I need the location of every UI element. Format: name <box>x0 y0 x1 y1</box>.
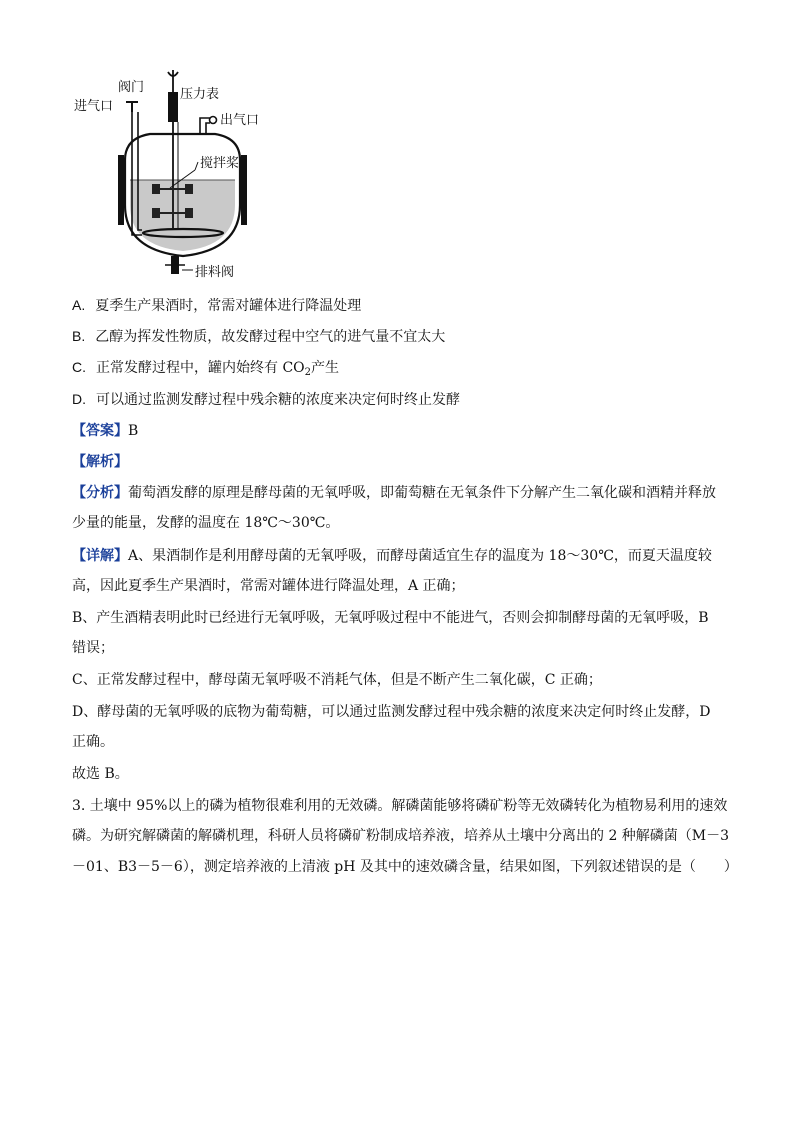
detail-b-line-2 <box>72 638 732 658</box>
valve-label: 阀门 <box>118 80 145 95</box>
detail-text: 高，因此夏季生产果酒时，常需对罐体进行降温处理，A 正确； <box>72 578 465 594</box>
option-letter: B. <box>72 328 86 344</box>
option-text: 夏季生产果酒时，常需对罐体进行降温处理 <box>95 298 362 314</box>
outlet-pipe <box>200 118 210 134</box>
question3-text: －01、B3－5－6），测定培养液的上清液 pH 及其中的速效磷含量，结果如图，下列叙述错误的是（ ） <box>72 859 738 875</box>
option-letter: C. <box>72 359 86 375</box>
liquid-fill <box>130 180 235 251</box>
fermenter-diagram <box>70 60 290 285</box>
detail-text: D、酵母菌的无氧呼吸的底物为葡萄糖，可以通过监测发酵过程中残余糖的浓度来决定何时终止发酵，D <box>72 704 711 720</box>
question3-text: 3. 土壤中 95%以上的磷为植物很难利用的无效磷。解磷菌能够将磷矿粉等无效磷转化为植物易利用的速效 <box>72 798 728 814</box>
detail-d-line-2 <box>72 732 732 752</box>
question3-line-3 <box>72 857 738 877</box>
detail-text: B、产生酒精表明此时已经进行无氧呼吸，无氧呼吸过程中不能进气，否则会抑制酵母菌的无氧呼吸，B <box>72 610 709 626</box>
option-text: 可以通过监测发酵过程中残余糖的浓度来决定何时终止发酵 <box>96 392 460 408</box>
detail-bracket: 【详解】 <box>72 548 128 564</box>
impeller-block <box>185 184 193 194</box>
drain-label: 排料阀 <box>195 265 235 280</box>
option-text: 正常发酵过程中，罐内始终有 CO <box>96 360 305 376</box>
outlet-valve <box>210 117 217 124</box>
analysis-bracket: 【分析】 <box>72 485 128 501</box>
detail-c-line <box>72 670 732 690</box>
option-text: 乙醇为挥发性物质，故发酵过程中空气的进气量不宜太大 <box>95 329 446 345</box>
question3-text: 磷。为研究解磷菌的解磷机理，科研人员将磷矿粉制成培养液，培养从土壤中分离出的 2 种解磷菌（M－3 <box>72 828 730 844</box>
detail-text: C、正常发酵过程中，酵母菌无氧呼吸不消耗气体，但是不断产生二氧化碳，C 正确； <box>72 672 602 688</box>
option-c <box>72 357 732 383</box>
subscript: 2 <box>304 367 312 378</box>
detail-a-line-1 <box>72 546 732 566</box>
question3-line-1 <box>72 796 732 816</box>
jacket-right <box>241 155 247 225</box>
option-d <box>72 389 732 410</box>
stirrer-leader <box>195 162 198 170</box>
analysis-line-2 <box>72 513 732 533</box>
analysis-line-1 <box>72 483 732 503</box>
impeller-block <box>152 184 160 194</box>
detail-a-line-2 <box>72 576 732 596</box>
detail-b-line-1 <box>72 608 732 628</box>
conclusion-text: 故选 B。 <box>72 766 129 782</box>
option-b <box>72 326 732 347</box>
pressure-gauge-body <box>168 92 178 122</box>
pressure-gauge-label: 压力表 <box>180 87 220 102</box>
option-letter: A. <box>72 297 86 313</box>
analysis-text: 葡萄酒发酵的原理是酵母菌的无氧呼吸，即葡萄糖在无氧条件下分解产生二氧化碳和酒精并释放 <box>128 485 716 501</box>
answer-line <box>72 421 732 441</box>
option-a <box>72 295 732 316</box>
impeller-block <box>152 208 160 218</box>
fermenter-svg <box>70 60 290 285</box>
stirrer-label: 搅拌桨 <box>200 156 240 171</box>
option-letter: D. <box>72 391 86 407</box>
answer-value: B <box>128 423 139 439</box>
detail-text: 正确。 <box>72 734 114 750</box>
detail-text: A、果酒制作是利用酵母菌的无氧呼吸，而酵母菌适宜生存的温度为 18～30℃，而夏天温度较 <box>128 548 712 564</box>
jacket-left <box>118 155 124 225</box>
analysis-heading: 【解析】 <box>72 454 128 470</box>
impeller-block <box>185 208 193 218</box>
inlet-valve-shape <box>126 102 138 112</box>
outlet-label: 出气口 <box>220 113 260 128</box>
detail-text: 错误； <box>72 640 114 656</box>
analysis-heading-line <box>72 452 732 472</box>
conclusion-line <box>72 764 732 784</box>
outlet-pipe-inner <box>206 123 210 134</box>
analysis-text: 少量的能量，发酵的温度在 18℃～30℃。 <box>72 515 340 531</box>
question3-line-2 <box>72 826 732 846</box>
answer-heading: 【答案】 <box>72 423 128 439</box>
inlet-label: 进气口 <box>74 99 114 114</box>
detail-d-line-1 <box>72 702 732 722</box>
option-text-after: 产生 <box>311 360 340 376</box>
